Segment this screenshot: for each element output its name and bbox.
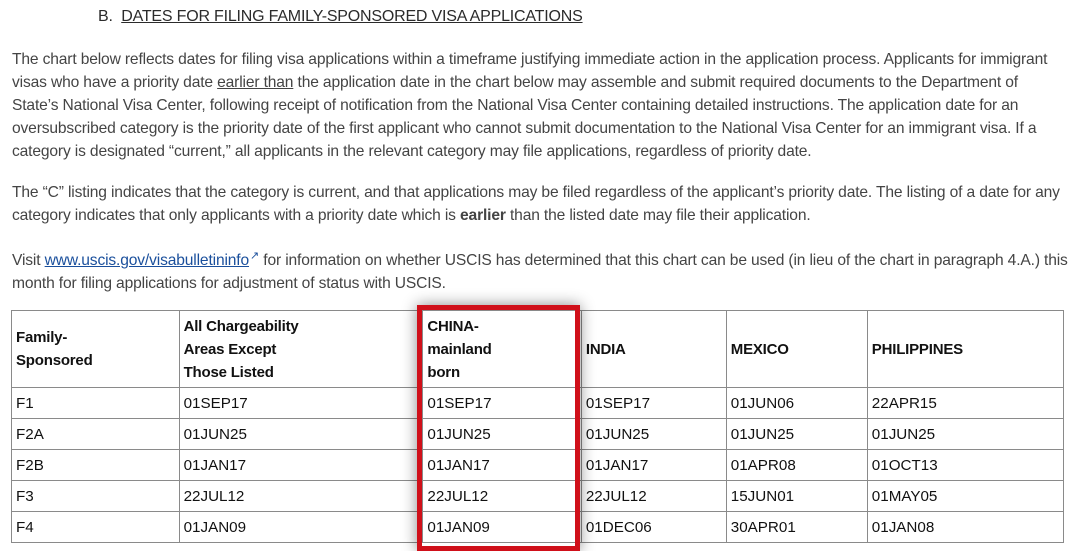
- date-cell-india: 01JUN25: [581, 419, 726, 450]
- section-heading: [98, 8, 583, 26]
- category-cell: F2B: [12, 450, 180, 481]
- paragraph-c-listing: [12, 181, 1068, 227]
- paragraph-uscis-visit: [12, 245, 1068, 295]
- date-cell-india: 01DEC06: [581, 512, 726, 543]
- column-header-china-mainland: CHINA- mainland born: [423, 311, 581, 388]
- date-cell-all-chargeability: 01JAN09: [179, 512, 423, 543]
- section-title: DATES FOR FILING FAMILY-SPONSORED VISA APPLICATIONS: [121, 8, 583, 25]
- para3-text-b: for information on whether USCIS has determined that this chart can be used (in lieu of the chart in paragraph 4.A.) this month for filing applications for adjustment of status with USCIS.: [12, 252, 1068, 293]
- section-prefix: B.: [98, 8, 113, 25]
- date-cell-all-chargeability: 22JUL12: [179, 481, 423, 512]
- paragraph-chart-description: [12, 48, 1068, 163]
- date-cell-all-chargeability: 01JAN17: [179, 450, 423, 481]
- table-body: [12, 388, 1064, 543]
- uscis-visa-bulletin-link[interactable]: www.uscis.gov/visabulletininfo: [44, 252, 250, 270]
- date-cell-india: 22JUL12: [581, 481, 726, 512]
- date-cell-india: 01SEP17: [581, 388, 726, 419]
- category-cell: F3: [12, 481, 180, 512]
- para2-text-a: The “C” listing indicates that the category is current, and that applications may be filed regardless of the applicant’s priority date. The listing of a date for any category indicates that only applicants with a priority date which is: [12, 184, 1060, 224]
- para1-underlined: earlier than: [217, 74, 294, 91]
- table-row: [12, 419, 1064, 450]
- category-cell: F4: [12, 512, 180, 543]
- para1-text-a: The chart below reflects dates for filing visa applications within a timeframe justifying immediate action in the application process. Applicants for immigrant visas who have a priority date: [12, 51, 1048, 91]
- date-cell-india: 01JAN17: [581, 450, 726, 481]
- date-cell-all-chargeability: 01JUN25: [179, 419, 423, 450]
- table-row: [12, 388, 1064, 419]
- date-cell-philippines: 22APR15: [867, 388, 1063, 419]
- column-header-india: INDIA: [581, 311, 726, 388]
- date-cell-philippines: 01MAY05: [867, 481, 1063, 512]
- para1-text-b: the application date in the chart below may assemble and submit required documents to the Department of State’s National Visa Center, following receipt of notification from the National Visa Center containing detailed instructions. The application date for an oversubscribed category is the priority date of the first applicant who cannot submit documentation to the National Visa Center for an immigrant visa. If a category is designated “current,” all applicants in the relevant category may file applications, regardless of priority date.: [12, 74, 1037, 160]
- filing-dates-table: [11, 310, 1064, 543]
- para3-text-a: Visit: [12, 252, 45, 270]
- category-cell: F1: [12, 388, 180, 419]
- date-cell-china-mainland: 01JAN17: [423, 450, 581, 481]
- external-link-icon: ↗: [250, 250, 260, 262]
- date-cell-philippines: 01JUN25: [867, 419, 1063, 450]
- column-header-mexico: MEXICO: [726, 311, 867, 388]
- para2-text-b: than the listed date may file their application.: [505, 207, 811, 224]
- date-cell-mexico: 01APR08: [726, 450, 867, 481]
- table-row: [12, 512, 1064, 543]
- date-cell-philippines: 01JAN08: [867, 512, 1063, 543]
- date-cell-china-mainland: 01JUN25: [423, 419, 581, 450]
- date-cell-mexico: 30APR01: [726, 512, 867, 543]
- category-cell: F2A: [12, 419, 180, 450]
- table-row: [12, 481, 1064, 512]
- date-cell-mexico: 01JUN25: [726, 419, 867, 450]
- column-header-family-sponsored: Family- Sponsored: [12, 311, 180, 388]
- column-header-all-chargeability: All Chargeability Areas Except Those Listed: [179, 311, 423, 388]
- date-cell-all-chargeability: 01SEP17: [179, 388, 423, 419]
- date-cell-china-mainland: 01JAN09: [423, 512, 581, 543]
- column-header-philippines: PHILIPPINES: [867, 311, 1063, 388]
- date-cell-china-mainland: 22JUL12: [423, 481, 581, 512]
- para2-bold: earlier: [460, 207, 506, 224]
- date-cell-mexico: 01JUN06: [726, 388, 867, 419]
- date-cell-mexico: 15JUN01: [726, 481, 867, 512]
- date-cell-philippines: 01OCT13: [867, 450, 1063, 481]
- table-row: [12, 450, 1064, 481]
- table-header-row: [12, 311, 1064, 388]
- date-cell-china-mainland: 01SEP17: [423, 388, 581, 419]
